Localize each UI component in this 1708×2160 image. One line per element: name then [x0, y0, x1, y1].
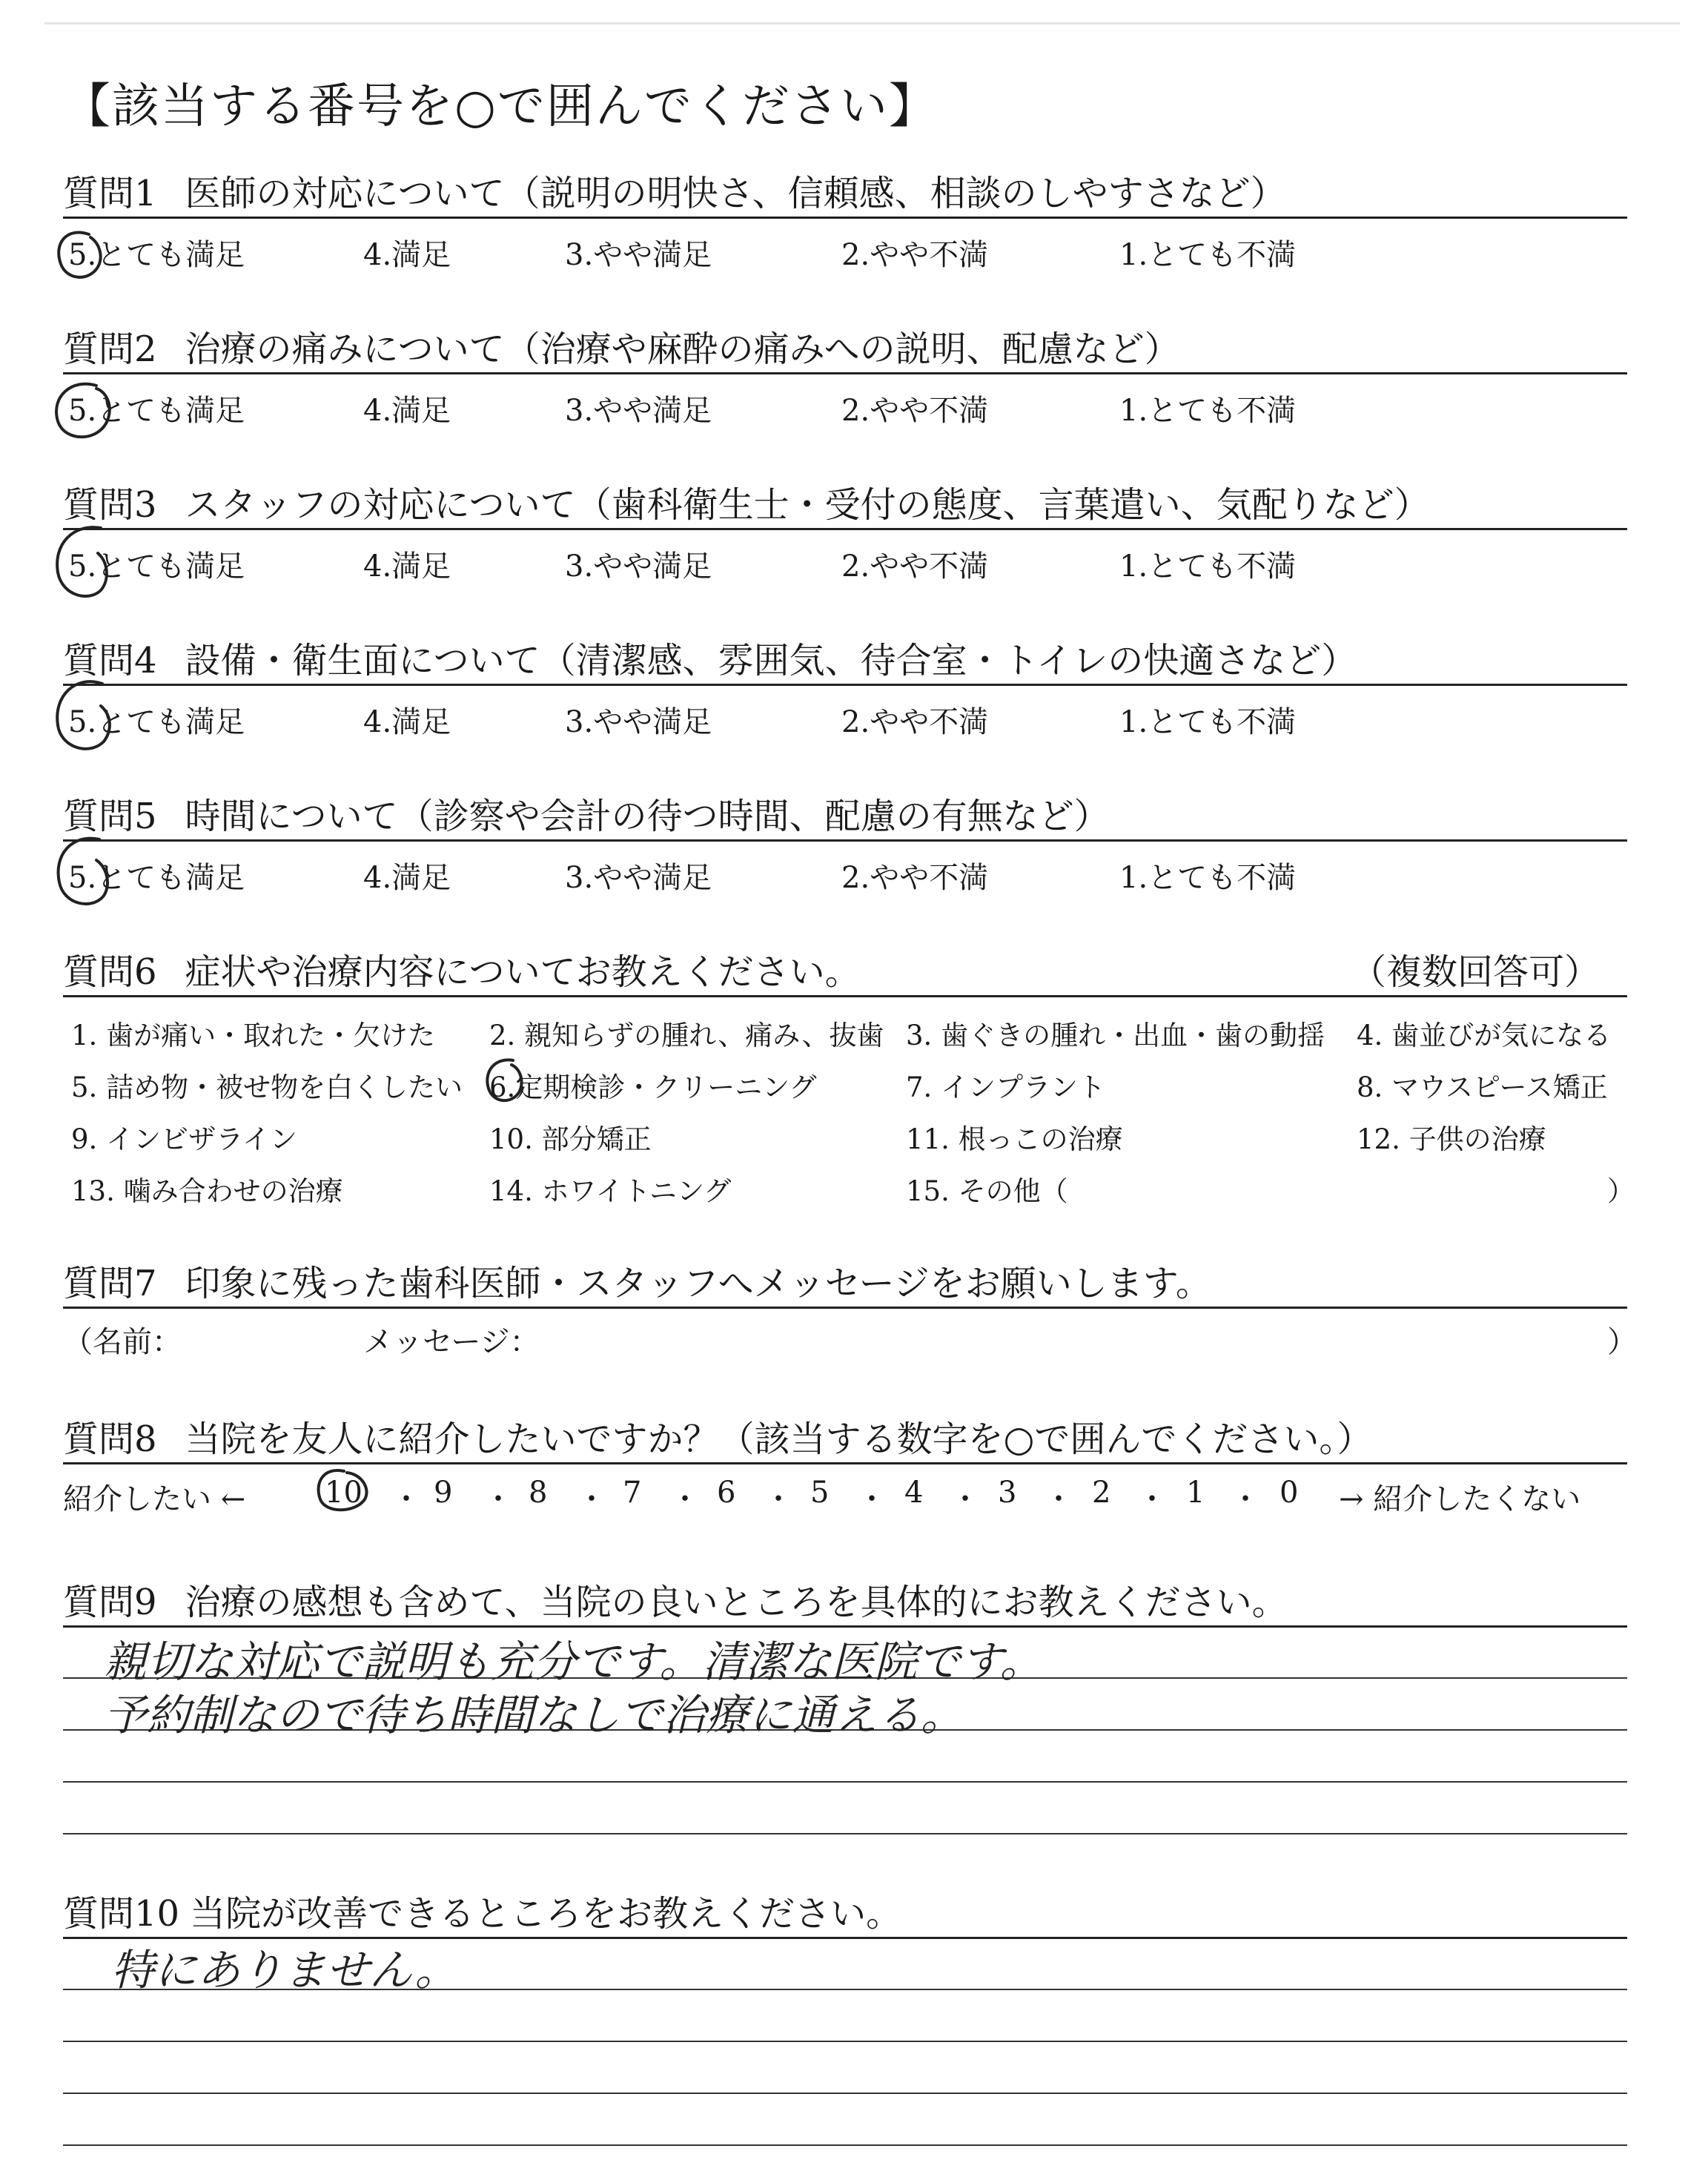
q6-option-2[interactable]: 2. 親知らずの腫れ、痛み、抜歯	[489, 1020, 884, 1051]
question-6-number: 質問6	[63, 951, 157, 993]
q8-dot: ・	[391, 1482, 421, 1516]
q8-dot: ・	[1137, 1482, 1167, 1516]
q4-option-3[interactable]: 3.やや満足	[565, 705, 712, 739]
question-3-number: 質問3	[63, 484, 157, 526]
q4-option-5[interactable]: 5.とても満足	[68, 705, 245, 739]
q6-option-15[interactable]: 15. その他（	[906, 1175, 1068, 1207]
q6-option-5[interactable]: 5. 詰め物・被せ物を白くしたい	[71, 1071, 463, 1103]
q2-option-3[interactable]: 3.やや満足	[565, 394, 712, 428]
q6-option-1[interactable]: 1. 歯が痛い・取れた・欠けた	[71, 1020, 436, 1051]
question-10	[63, 1885, 901, 1936]
question-2	[63, 320, 1180, 371]
q8-scale-10[interactable]: 10	[325, 1476, 363, 1510]
q6-option-15-close: ）	[1607, 1175, 1635, 1207]
q1-option-3[interactable]: 3.やや満足	[565, 238, 712, 272]
q6-option-6[interactable]: 6.定期検診・クリーニング	[489, 1071, 817, 1103]
q8-dot: ・	[577, 1482, 606, 1516]
q6-option-13[interactable]: 13. 噛み合わせの治療	[71, 1175, 343, 1207]
question-3	[63, 476, 1430, 527]
question-1-text: 医師の対応について（説明の明快さ、信頼感、相談のしやすさなど）	[185, 173, 1286, 214]
q8-scale-6[interactable]: 6	[717, 1476, 736, 1510]
q8-dot: ・	[670, 1482, 700, 1516]
question-9-number: 質問9	[63, 1582, 157, 1623]
question-3-text: スタッフの対応について（歯科衛生士・受付の態度、言葉遣い、気配りなど）	[185, 484, 1430, 526]
question-4	[63, 632, 1357, 683]
question-5-text: 時間について（診察や会計の待つ時間、配慮の有無など）	[185, 796, 1110, 837]
q4-option-1[interactable]: 1.とても不満	[1119, 705, 1297, 739]
q8-dot: ・	[857, 1482, 887, 1516]
question-7-text: 印象に残った歯科医師・スタッフへメッセージをお願いします。	[185, 1263, 1211, 1304]
q8-dot: ・	[764, 1482, 793, 1516]
question-2-text: 治療の痛みについて（治療や麻酔の痛みへの説明、配慮など）	[185, 328, 1180, 370]
question-8-text: 当院を友人に紹介したいですか？（該当する数字を○で囲んでください。）	[185, 1418, 1373, 1460]
q5-option-3[interactable]: 3.やや満足	[565, 861, 712, 895]
q8-dot: ・	[1231, 1482, 1260, 1516]
question-6-text: 症状や治療内容についてお教えください。	[185, 951, 861, 993]
q1-option-4[interactable]: 4.満足	[363, 238, 451, 272]
form-header: 【該当する番号を○で囲んでください】	[63, 79, 938, 134]
q10-answer-line	[63, 2041, 1627, 2042]
q2-option-1[interactable]: 1.とても不満	[1119, 394, 1297, 428]
q10-answer-line	[63, 2093, 1627, 2094]
q8-scale-8[interactable]: 8	[529, 1476, 548, 1510]
q3-option-2[interactable]: 2.やや不満	[841, 549, 989, 584]
q8-dot: ・	[483, 1482, 513, 1516]
q7-name-label: （名前：	[63, 1325, 182, 1359]
q6-option-7[interactable]: 7. インプラント	[906, 1071, 1106, 1103]
q8-scale-1[interactable]: 1	[1186, 1476, 1205, 1510]
q3-option-5[interactable]: 5.とても満足	[68, 549, 245, 584]
question-5-number: 質問5	[63, 796, 157, 837]
q8-scale-7[interactable]: 7	[623, 1476, 642, 1510]
question-5	[63, 787, 1110, 839]
q9-handwritten-answer-2: 予約制なので待ち時間なしで治療に通える。	[104, 1690, 964, 1740]
q8-scale-2[interactable]: 2	[1092, 1476, 1111, 1510]
question-2-rule	[63, 372, 1627, 374]
q4-option-4[interactable]: 4.満足	[363, 705, 451, 739]
question-8-number: 質問8	[63, 1418, 157, 1460]
q10-answer-line	[63, 2144, 1627, 2146]
question-8-rule	[63, 1462, 1627, 1464]
q6-option-14[interactable]: 14. ホワイトニング	[489, 1175, 732, 1207]
question-1-number: 質問1	[63, 173, 157, 214]
q9-answer-line	[63, 1781, 1627, 1783]
q6-option-3[interactable]: 3. 歯ぐきの腫れ・出血・歯の動揺	[906, 1020, 1325, 1051]
q4-option-2[interactable]: 2.やや不満	[841, 705, 989, 739]
question-3-rule	[63, 528, 1627, 530]
question-7-rule	[63, 1307, 1627, 1309]
q6-option-10[interactable]: 10. 部分矯正	[489, 1123, 652, 1155]
question-5-rule	[63, 839, 1627, 842]
q8-right-label: → 紹介したくない	[1339, 1482, 1581, 1516]
q1-option-1[interactable]: 1.とても不満	[1119, 238, 1297, 272]
question-4-number: 質問4	[63, 640, 157, 681]
question-7-number: 質問7	[63, 1263, 157, 1304]
q8-left-label: 紹介したい ←	[63, 1482, 246, 1516]
question-9	[63, 1573, 1288, 1625]
q6-option-12[interactable]: 12. 子供の治療	[1357, 1123, 1546, 1155]
q5-option-5[interactable]: 5.とても満足	[68, 861, 245, 895]
question-4-text: 設備・衛生面について（清潔感、雰囲気、待合室・トイレの快適さなど）	[185, 640, 1357, 681]
question-2-number: 質問2	[63, 328, 157, 370]
q8-scale-3[interactable]: 3	[998, 1476, 1017, 1510]
q6-option-8[interactable]: 8. マウスピース矯正	[1357, 1071, 1608, 1103]
q8-dot: ・	[1044, 1482, 1073, 1516]
q10-handwritten-answer: 特にありません。	[111, 1945, 458, 1995]
q2-option-4[interactable]: 4.満足	[363, 394, 451, 428]
q6-option-4[interactable]: 4. 歯並びが気になる	[1357, 1020, 1612, 1051]
question-10-text: 当院が改善できるところをお教えください。	[190, 1893, 902, 1935]
q5-option-1[interactable]: 1.とても不満	[1119, 861, 1297, 895]
q7-message-label: メッセージ：	[363, 1325, 540, 1359]
question-6-rule	[63, 995, 1627, 997]
q3-option-3[interactable]: 3.やや満足	[565, 549, 712, 584]
q9-answer-line	[63, 1833, 1627, 1834]
q8-dot: ・	[950, 1482, 980, 1516]
q3-option-4[interactable]: 4.満足	[363, 549, 451, 584]
q1-option-5[interactable]: 5.とても満足	[68, 238, 245, 272]
q5-option-4[interactable]: 4.満足	[363, 861, 451, 895]
question-4-rule	[63, 684, 1627, 686]
q8-scale-9[interactable]: 9	[434, 1476, 453, 1510]
question-10-number: 質問10	[63, 1893, 180, 1935]
question-1-rule	[63, 217, 1627, 219]
question-9-text: 治療の感想も含めて、当院の良いところを具体的にお教えください。	[185, 1582, 1288, 1623]
q8-scale-0[interactable]: 0	[1280, 1476, 1299, 1510]
q2-option-5[interactable]: 5.とても満足	[68, 394, 245, 428]
q9-handwritten-answer-1: 親切な対応で説明も充分です。清潔な医院です。	[104, 1636, 1043, 1687]
q7-close-paren: ）	[1607, 1325, 1637, 1359]
q6-option-11[interactable]: 11. 根っこの治療	[906, 1123, 1123, 1155]
question-6-note: （複数回答可）	[1351, 951, 1601, 993]
q8-scale-4[interactable]: 4	[904, 1476, 924, 1510]
top-edge-line	[44, 22, 1680, 24]
q3-option-1[interactable]: 1.とても不満	[1119, 549, 1297, 584]
q5-option-2[interactable]: 2.やや不満	[841, 861, 989, 895]
q8-scale-5[interactable]: 5	[810, 1476, 830, 1510]
question-7	[63, 1255, 1211, 1306]
question-6	[63, 943, 861, 994]
q1-option-2[interactable]: 2.やや不満	[841, 238, 989, 272]
question-1	[63, 165, 1286, 216]
question-8	[63, 1410, 1372, 1462]
q2-option-2[interactable]: 2.やや不満	[841, 394, 989, 428]
q6-option-9[interactable]: 9. インビザライン	[71, 1123, 297, 1155]
